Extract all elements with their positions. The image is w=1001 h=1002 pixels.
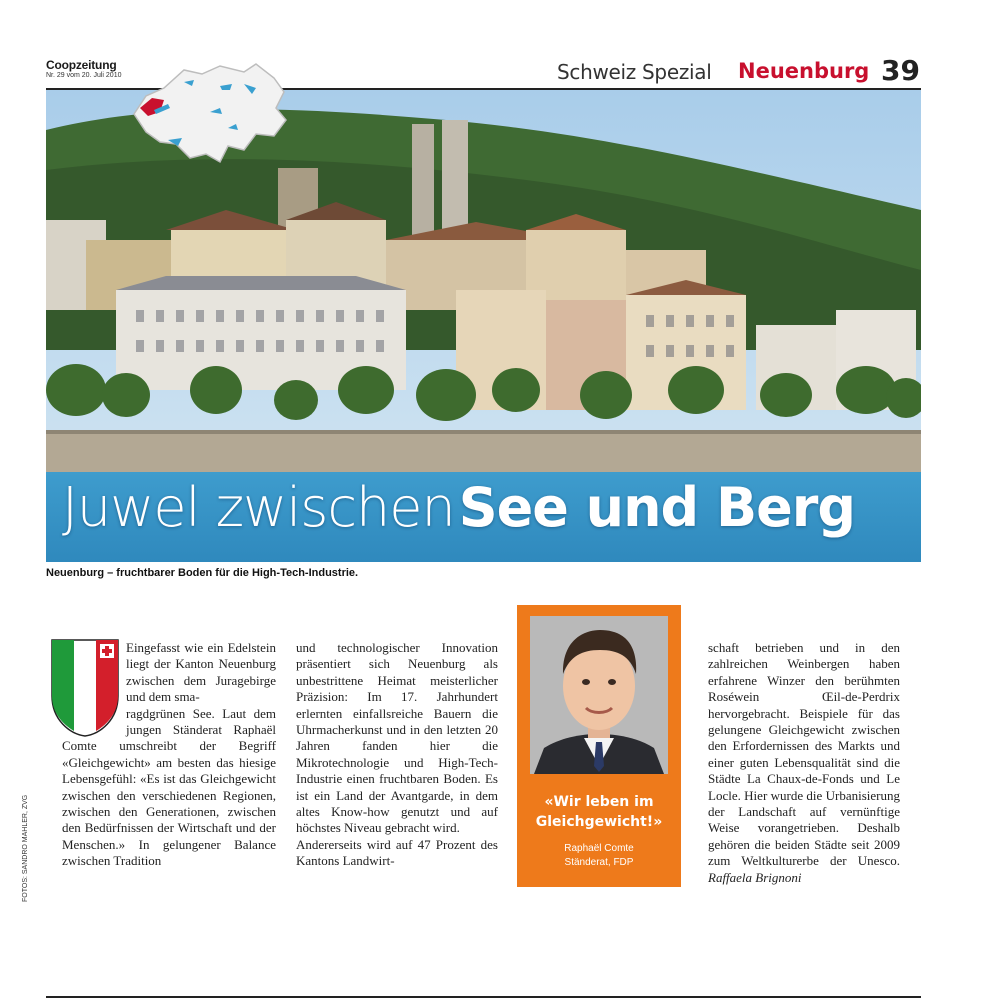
page-number: 39 (881, 54, 920, 87)
quote-author (519, 842, 679, 870)
article-column-2 (296, 640, 498, 870)
section-region: Neuenburg (738, 59, 870, 83)
headline (62, 476, 917, 556)
article-col4-body: schaft betrieben und in den zahlreichen Weinbergen haben erfahrene Winzer den berühmten Roséwein Œil-de-Perdrix hervorgebracht. Beispiele für das gelungene Gleichgewicht zwischen den Erfordernissen des Markts und einer guten Lebensqualität sind die Städte La Chaux-de-Fonds und Le Locle. Hier wurde die Urbanisierung der Landschaft auf vernünftige Weise vorangetrieben. Deshalb gehören die beiden Städte seit 2009 zum Weltkulturerbe der Unesco. (708, 640, 900, 869)
article-author: Raffaela Brignoni (708, 869, 802, 885)
church-tower-left (412, 124, 434, 244)
photo-credit: FOTOS: SANDRO MAHLER, ZVG (22, 794, 29, 902)
section-label: Schweiz Spezial (557, 60, 712, 84)
quay-wall (46, 432, 921, 472)
headline-light: Juwel zwischen (62, 476, 455, 539)
issue-info: Nr. 29 vom 20. Juli 2010 (46, 72, 122, 79)
publication-name: Coopzeitung (46, 58, 117, 72)
photo-caption: Neuenburg – fruchtbarer Boden für die High-Tech-Industrie. (46, 567, 359, 579)
quote-person: Raphaël Comte (564, 843, 634, 854)
article-lead: Eingefasst wie ein Edelstein liegt der Kanton Neuenburg zwischen dem Juragebirge und dem sma- (126, 640, 276, 705)
article-column-1 (62, 640, 276, 870)
quote-role: Ständerat, FDP (564, 857, 634, 868)
article-col4-text (708, 640, 900, 886)
article-col2-para2: Andererseits wird auf 47 Prozent des Kantons Landwirt- (296, 836, 498, 869)
switzerland-map-icon (124, 58, 290, 170)
article-col2-text: und technologischer Innovation präsentiert sich Neuenburg als unbestrittene Heimat meisterlicher Präzision: Im 17. Jahrhundert erlernten einfallsreiche Bauern die Uhrmacherkunst und in den letzten 20 Jahren fanden hier die Mikrotechnologie und High-Tech-Industrie einen fruchtbaren Boden. Es ist ein Land der Avantgarde, in dem altes Know-how genutzt und auf höchstes Niveau gebracht wird. (296, 640, 498, 836)
bottom-rule (46, 996, 921, 998)
neuchatel-coat-of-arms-icon (50, 638, 120, 738)
article-col1-text: ragdgrünen See. Laut dem jungen Ständerat Raphaël Comte umschreibt der Begriff «Gleichgewicht» am besten das hiesige Lebensgefühl: «Es ist das Gleichgewicht zwischen den verschiedenen Regionen, zwischen den Generationen, zwischen den Bedürfnissen der Wirtschaft und der Menschen.» In gelungener Balance zwischen Tradition (62, 705, 276, 869)
headline-bold: See und Berg (458, 476, 856, 539)
portrait-photo (530, 616, 668, 774)
article-column-4 (708, 640, 900, 886)
quote-text: «Wir leben im Gleichgewicht!» (535, 794, 663, 830)
